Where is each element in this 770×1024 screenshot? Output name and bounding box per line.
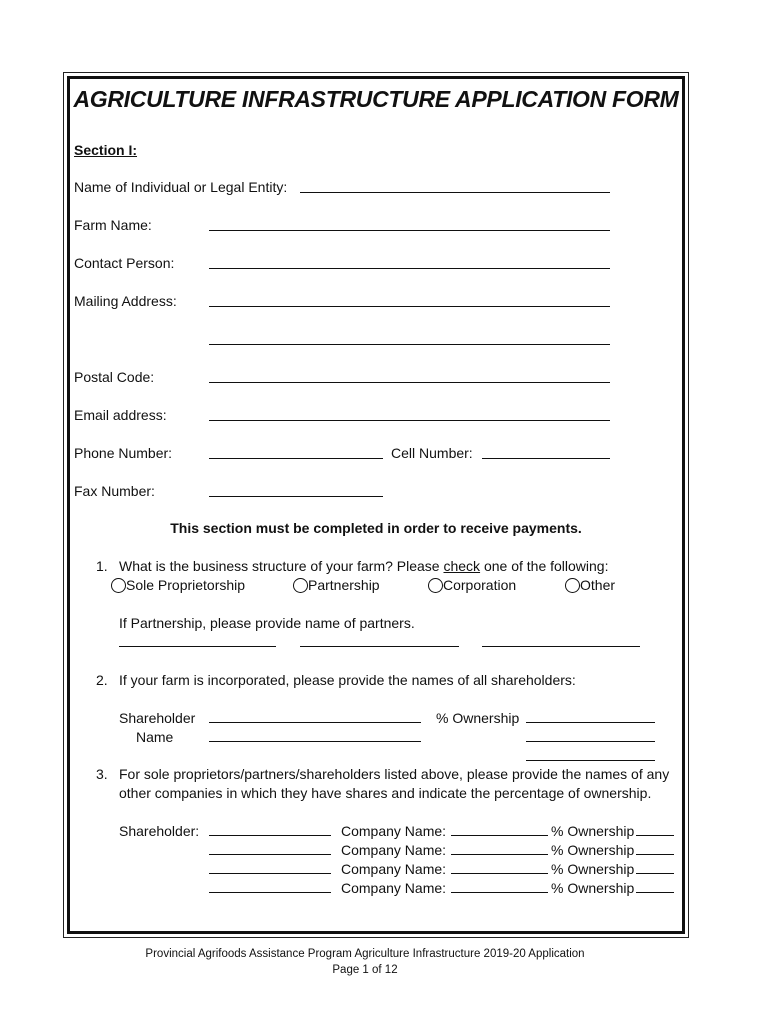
section-heading: Section I: [74,142,138,158]
q3-ownership-label-1: % Ownership [551,823,635,839]
legal-entity-field[interactable] [300,192,610,193]
shareholder-label: Shareholder [119,710,196,726]
footer-page-number: Page 1 of 12 [332,964,398,976]
fax-field[interactable] [209,496,383,497]
company-name-field-1[interactable] [451,835,548,836]
mailing-address-field-1[interactable] [209,306,610,307]
contact-person-label: Contact Person: [74,255,175,271]
q1-number: 1. [96,558,108,574]
radio-sole-proprietorship[interactable] [111,578,126,593]
company-name-field-3[interactable] [451,873,548,874]
legal-entity-label: Name of Individual or Legal Entity: [74,179,288,195]
cell-field[interactable] [482,458,610,459]
partner-name-field-2[interactable] [300,646,459,647]
email-label: Email address: [74,407,167,423]
q3-ownership-label-2: % Ownership [551,842,635,858]
form-title: AGRICULTURE INFRASTRUCTURE APPLICATION FORM [73,86,679,112]
fax-label: Fax Number: [74,483,155,499]
partner-name-field-3[interactable] [482,646,640,647]
q3-number: 3. [96,766,108,782]
q3-shareholder-field-2[interactable] [209,854,331,855]
company-name-label-3: Company Name: [341,861,447,877]
company-name-field-2[interactable] [451,854,548,855]
footer-program: Provincial Agrifoods Assistance Program Agriculture Infrastructure 2019-20 Application [145,948,585,960]
company-name-label-2: Company Name: [341,842,447,858]
ownership-field-3[interactable] [526,760,655,761]
contact-person-field[interactable] [209,268,610,269]
radio-corporation[interactable] [428,578,443,593]
company-name-field-4[interactable] [451,892,548,893]
mailing-address-field-2[interactable] [209,344,610,345]
phone-field[interactable] [209,458,383,459]
option-partnership: Partnership [308,577,380,593]
option-corporation: Corporation [443,577,517,593]
q2-text: If your farm is incorporated, please provide the names of all shareholders: [119,672,576,688]
q1-text: What is the business structure of your farm? Please check one of the following: [119,558,609,574]
postal-code-field[interactable] [209,382,610,383]
mailing-address-label: Mailing Address: [74,293,177,309]
farm-name-field[interactable] [209,230,610,231]
partners-prompt: If Partnership, please provide name of partners. [119,615,415,631]
option-other: Other [580,577,616,593]
q3-ownership-field-2[interactable] [636,854,674,855]
ownership-field-2[interactable] [526,741,655,742]
radio-other[interactable] [565,578,580,593]
q3-ownership-field-3[interactable] [636,873,674,874]
q3-ownership-field-4[interactable] [636,892,674,893]
q3-shareholder-field-1[interactable] [209,835,331,836]
phone-label: Phone Number: [74,445,173,461]
q3-shareholder-field-4[interactable] [209,892,331,893]
cell-label: Cell Number: [391,445,473,461]
option-sole-proprietorship: Sole Proprietorship [126,577,246,593]
company-name-label-4: Company Name: [341,880,447,896]
ownership-label: % Ownership [436,710,520,726]
postal-code-label: Postal Code: [74,369,155,385]
q3-shareholder-label: Shareholder: [119,823,200,839]
shareholder-name-label: Name [136,729,174,745]
ownership-field-1[interactable] [526,722,655,723]
q3-text-line2: other companies in which they have shares and indicate the percentage of ownership. [119,785,652,801]
q3-text-line1: For sole proprietors/partners/shareholders listed above, please provide the names of any [119,766,670,782]
company-name-label-1: Company Name: [341,823,447,839]
shareholder-name-field-1[interactable] [209,722,421,723]
payment-notice: This section must be completed in order to receive payments. [170,520,582,536]
q3-ownership-label-4: % Ownership [551,880,635,896]
q2-number: 2. [96,672,108,688]
q3-ownership-label-3: % Ownership [551,861,635,877]
page-border-inner [67,76,685,934]
partner-name-field-1[interactable] [119,646,276,647]
email-field[interactable] [209,420,610,421]
radio-partnership[interactable] [293,578,308,593]
q3-ownership-field-1[interactable] [636,835,674,836]
q3-shareholder-field-3[interactable] [209,873,331,874]
farm-name-label: Farm Name: [74,217,152,233]
shareholder-name-field-2[interactable] [209,741,421,742]
